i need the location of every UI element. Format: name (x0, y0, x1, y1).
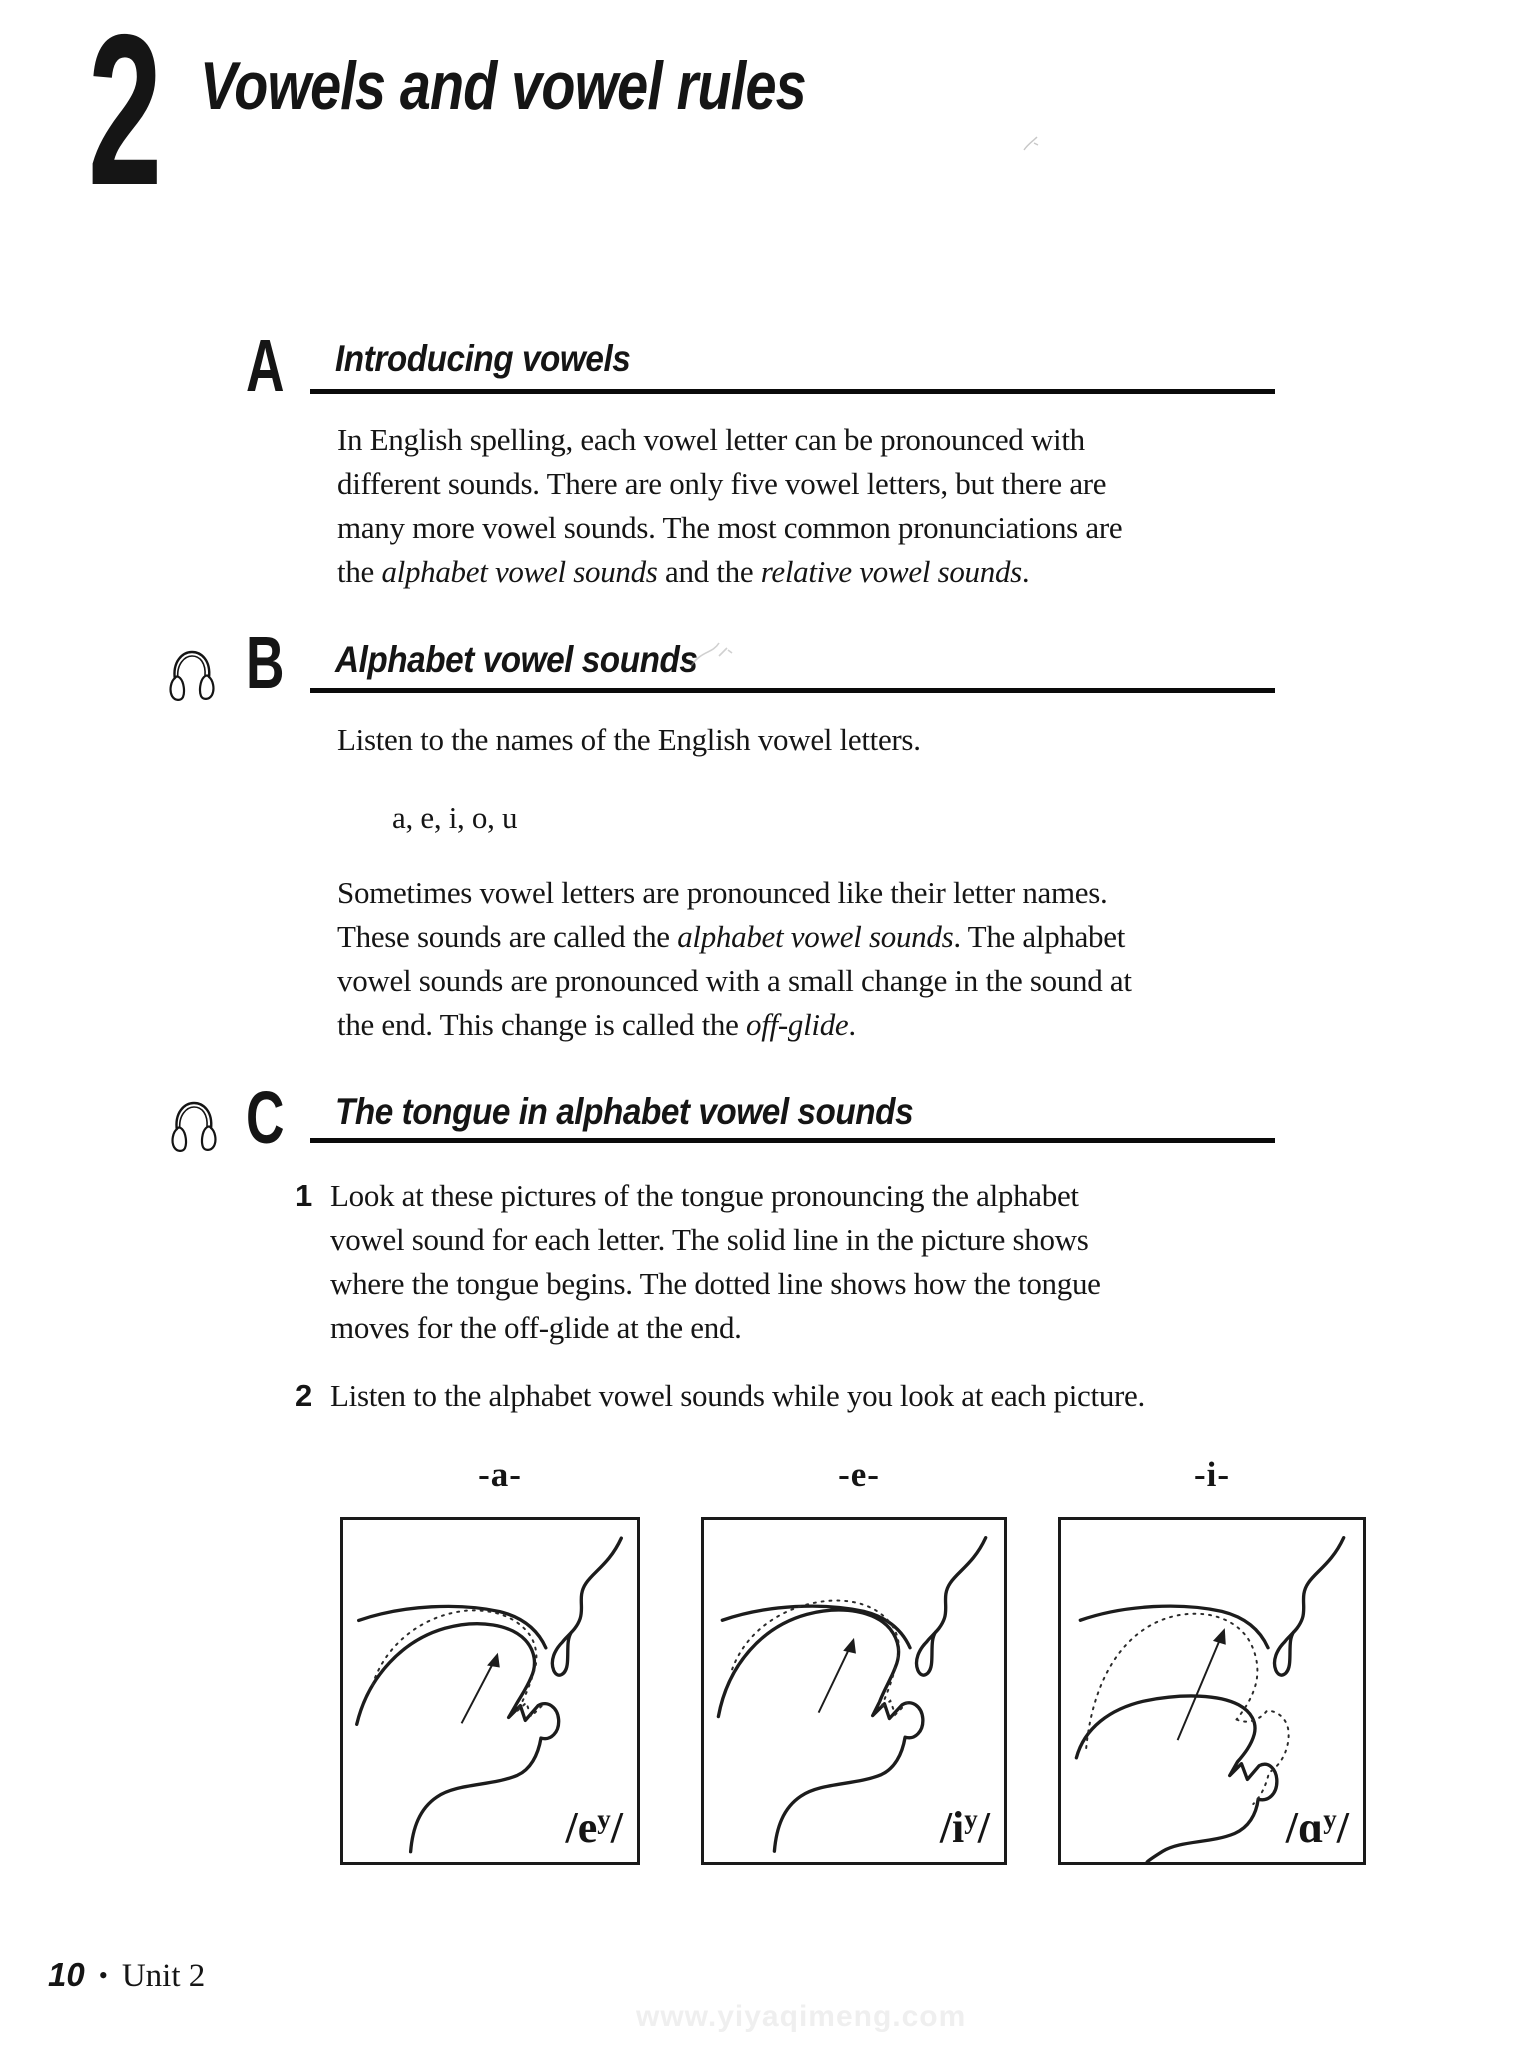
diagram-label-i: -i- (1193, 1455, 1231, 1494)
stray-mark (1020, 134, 1042, 154)
text-run: Listen to the names of the English vowel letters. (337, 722, 921, 757)
phoneme-superscript: y (1323, 1804, 1337, 1834)
phoneme-label-ey (565, 1803, 624, 1852)
page-number: 10 (48, 1956, 85, 1993)
headphones-icon (169, 649, 215, 703)
section-rule-a (310, 389, 1275, 394)
text-line (330, 1306, 1101, 1350)
item-number-2: 2 (295, 1378, 313, 1413)
phoneme-slash: / (610, 1803, 623, 1852)
phoneme-superscript: y (964, 1804, 978, 1834)
section-rule-b (310, 688, 1275, 693)
section-letter-c: C (246, 1076, 285, 1159)
vowel-letters-list (392, 796, 517, 840)
watermark: www.yiyaqimeng.com (636, 2000, 967, 2033)
text-run: . (848, 1007, 856, 1042)
diagram-label-a: -a- (478, 1455, 522, 1494)
phoneme-slash: / (977, 1803, 990, 1852)
text-run: many more vowel sounds. The most common pronunciations are (337, 510, 1123, 545)
section-heading-a: Introducing vowels (335, 338, 631, 379)
text-run: Sometimes vowel letters are pronounced like their letter names. (337, 875, 1108, 910)
tongue-diagram-e (701, 1517, 1007, 1865)
text-run: Listen to the alphabet vowel sounds while you look at each picture. (330, 1378, 1145, 1413)
text-line (337, 718, 921, 762)
phoneme-base: /e (565, 1803, 598, 1852)
page-title: Vowels and vowel rules (200, 48, 806, 124)
text-run: vowel sounds are pronounced with a small change in the sound at (337, 963, 1132, 998)
text-run: alphabet vowel sounds (381, 554, 658, 589)
item-1-text (330, 1174, 1101, 1350)
text-run: . The alphabet (953, 919, 1126, 954)
footer-bullet: • (98, 1961, 108, 1990)
text-line (330, 1374, 1145, 1418)
text-run: These sounds are called the (337, 919, 678, 954)
section-heading-c: The tongue in alphabet vowel sounds (335, 1091, 914, 1132)
chapter-number: 2 (88, 0, 163, 230)
text-line (392, 796, 517, 840)
text-run: where the tongue begins. The dotted line shows how the tongue (330, 1266, 1101, 1301)
listen-instruction (337, 718, 921, 762)
text-run: and the (657, 554, 761, 589)
tongue-diagram-i (1058, 1517, 1366, 1865)
text-run: the end. This change is called the (337, 1007, 747, 1042)
section-heading-b: Alphabet vowel sounds (335, 639, 698, 680)
text-line (337, 550, 1122, 594)
page-footer (48, 1956, 205, 1995)
text-line (337, 1003, 1132, 1047)
text-line (337, 418, 1122, 462)
text-line (337, 915, 1132, 959)
text-run: vowel sound for each letter. The solid line in the picture shows (330, 1222, 1089, 1257)
text-run: relative vowel sounds (760, 554, 1022, 589)
diagram-label-e: -e- (838, 1455, 880, 1494)
section-letter-b: B (246, 621, 285, 704)
text-line (330, 1174, 1101, 1218)
pencil-mark (688, 638, 740, 670)
text-line (337, 462, 1122, 506)
text-run: alphabet vowel sounds (677, 919, 954, 954)
item-number-1: 1 (295, 1178, 313, 1213)
text-run: . (1021, 554, 1030, 589)
tongue-diagram-a (340, 1517, 640, 1865)
phoneme-label-iy (939, 1803, 990, 1852)
section-letter-a: A (246, 324, 285, 407)
paragraph-intro-vowels (337, 418, 1122, 594)
text-line (330, 1262, 1101, 1306)
text-line (337, 959, 1132, 1003)
section-rule-c (310, 1138, 1275, 1143)
phoneme-label-ay (1285, 1803, 1349, 1852)
headphones-icon (171, 1100, 217, 1154)
phoneme-base: /ɑ (1285, 1803, 1324, 1852)
text-line (330, 1218, 1101, 1262)
paragraph-alphabet-sounds (337, 871, 1132, 1047)
text-line (337, 506, 1122, 550)
text-run: a, e, i, o, u (392, 800, 518, 835)
phoneme-superscript: y (597, 1804, 611, 1834)
text-run: the (337, 554, 382, 589)
unit-label: Unit 2 (121, 1958, 206, 1994)
item-2-text (330, 1374, 1145, 1418)
phoneme-slash: / (1336, 1803, 1349, 1852)
phoneme-base: /i (939, 1803, 965, 1852)
text-run: Look at these pictures of the tongue pronouncing the alphabet (330, 1178, 1079, 1213)
text-run: different sounds. There are only five vowel letters, but there are (337, 466, 1107, 501)
text-run: In English spelling, each vowel letter can be pronounced with (337, 422, 1085, 457)
text-run: off-glide (746, 1007, 849, 1042)
text-run: moves for the off-glide at the end. (330, 1310, 742, 1345)
text-line (337, 871, 1132, 915)
